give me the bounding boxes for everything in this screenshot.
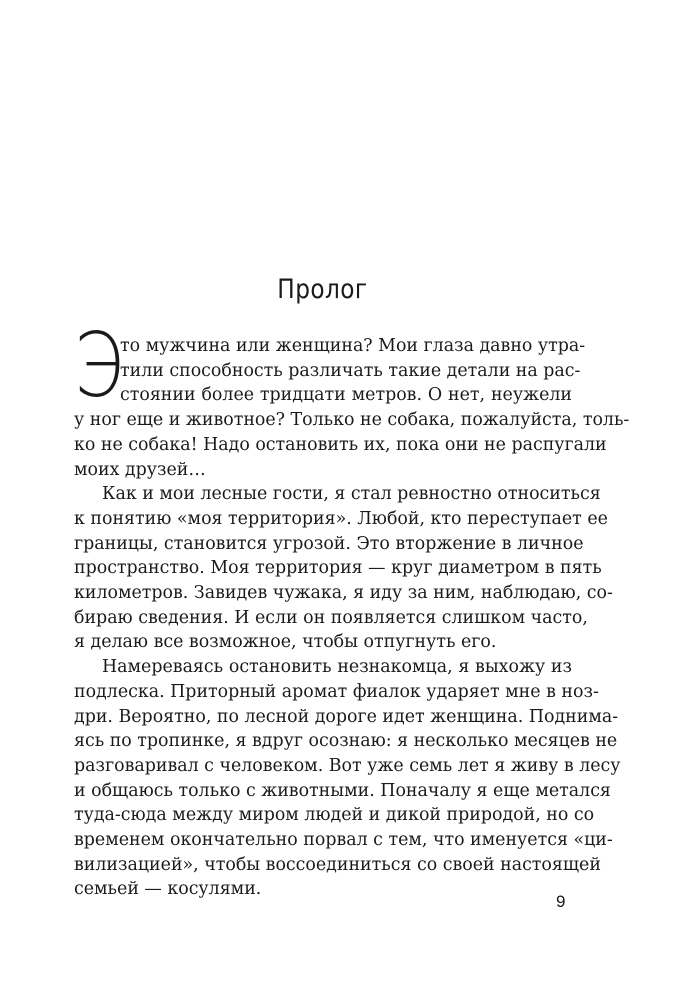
text-line: к понятию «моя территория». Любой, кто переступает ее [74, 508, 608, 529]
text-line: я делаю все возможное, чтобы отпугнуть его. [74, 632, 497, 653]
text-line: семьей — косулями. [74, 879, 262, 900]
text-line: вилизацией», чтобы воссоединиться со своей настоящей [74, 854, 601, 875]
text-line: временем окончательно порвал с тем, что именуется «ци- [74, 830, 613, 851]
text-line: километров. Завидев чужака, я иду за ним, наблюдаю, со- [74, 583, 613, 604]
text-line: пространство. Моя территория — круг диаметром в пять [74, 558, 602, 579]
text-line: дри. Вероятно, по лесной дороге идет женщина. Поднима- [74, 706, 619, 727]
drop-cap: Э [74, 314, 124, 417]
text-line: границы, становится угрозой. Это вторжение в личное [74, 533, 584, 554]
text-line: бираю сведения. И если он появляется слишком часто, [74, 607, 588, 628]
text-line: разговаривал с человеком. Вот уже семь лет я живу в лесу [74, 755, 621, 776]
paragraph-3 [74, 655, 621, 902]
text-line: и общаюсь только с животными. Поначалу я еще метался [74, 780, 611, 801]
paragraph-1 [74, 334, 630, 482]
text-line: подлеска. Приторный аромат фиалок ударяет мне в нoз- [74, 681, 599, 702]
text-line: Намереваясь остановить незнакомца, я выхожу из [102, 657, 572, 678]
text-line: ясь по тропинке, я вдруг осознаю: я несколько месяцев не [74, 731, 618, 752]
text-line: моих друзей… [74, 459, 206, 480]
chapter-title: Пролог [277, 274, 368, 305]
body-text [74, 334, 630, 902]
text-line: то мужчина или женщина? Мои глаза давно утра- [120, 336, 586, 356]
page-number: 9 [556, 892, 566, 911]
text-line: Как и мои лесные гости, я стал ревностно относиться [102, 484, 601, 505]
text-line: ко не собака! Надо остановить их, пока они не распугали [74, 434, 607, 455]
text-line: стоянии более тридцати метров. О нет, неужели [120, 385, 572, 406]
text-line: у ног еще и животное? Только не собака, пожалуйста, толь- [74, 410, 630, 431]
text-line: туда-сюда между миром людей и дикой природой, но со [74, 805, 595, 826]
paragraph-2 [74, 482, 613, 655]
text-line: тили способность различать такие детали на рас- [120, 360, 581, 381]
